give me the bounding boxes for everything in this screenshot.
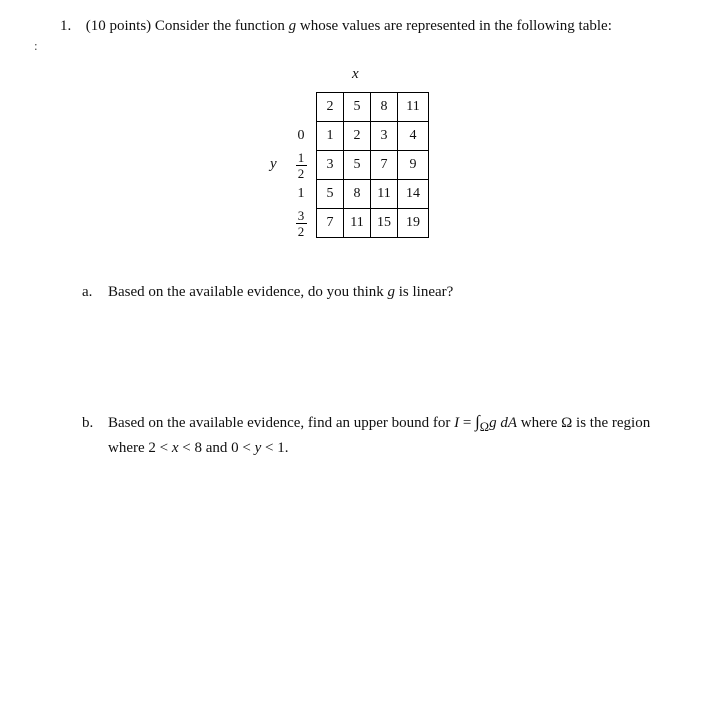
part-a (82, 284, 453, 301)
part-a-label: a. (82, 284, 93, 300)
part-a-function-name: g (387, 284, 395, 300)
integrand: g dA (489, 415, 517, 431)
y-fraction-numerator: 1 (297, 149, 305, 165)
table-row (286, 180, 429, 209)
y-header-cell (286, 209, 317, 238)
question-number: 1. (60, 18, 72, 34)
table-cell: 3 (371, 122, 398, 151)
y-header-cell: 0 (286, 122, 317, 151)
side-marker: : (34, 38, 38, 53)
table-corner (286, 93, 317, 122)
table-cell: 4 (398, 122, 429, 151)
y-header-cell (286, 151, 317, 180)
y-header-cell: 1 (286, 180, 317, 209)
region-where-text: where Ω is the region (517, 415, 651, 431)
table-cell: 11 (344, 209, 371, 238)
integral-sign: ∫ (475, 412, 480, 431)
y-fraction-denominator: 2 (297, 223, 305, 239)
table-cell: 19 (398, 209, 429, 238)
x-header-cell: 11 (398, 93, 429, 122)
question-text-suffix: whose values are represented in the following table: (296, 18, 612, 34)
part-b-line-1 (82, 411, 650, 438)
table-cell: 7 (317, 209, 344, 238)
x-axis-label: x (352, 66, 359, 82)
y-fraction-denominator: 2 (297, 165, 305, 181)
values-table (286, 92, 429, 238)
region-line-mid: < 8 and 0 < (178, 440, 255, 456)
region-x-variable: x (171, 440, 179, 456)
part-a-text-suffix: is linear? (395, 284, 454, 300)
y-fraction-numerator: 3 (297, 207, 305, 223)
part-a-text-prefix: Based on the available evidence, do you think (108, 284, 388, 300)
table-row (286, 151, 429, 180)
table-cell: 1 (317, 122, 344, 151)
part-b (82, 411, 650, 459)
part-b-line-2 (82, 438, 650, 459)
table-cell: 11 (371, 180, 398, 209)
integral-region-subscript: Ω (479, 420, 490, 434)
table-cell: 7 (371, 151, 398, 180)
part-b-label: b. (82, 415, 94, 431)
table-row (286, 209, 429, 238)
region-line-prefix: where 2 < (108, 440, 172, 456)
table-cell: 8 (344, 180, 371, 209)
question-function-name: g (288, 18, 297, 34)
x-header-row (286, 93, 429, 122)
y-fraction (296, 151, 307, 180)
x-header-cell: 2 (317, 93, 344, 122)
question-heading (60, 18, 612, 35)
table-cell: 5 (317, 180, 344, 209)
table-cell: 3 (317, 151, 344, 180)
region-y-variable: y (254, 440, 262, 456)
x-header-cell: 8 (371, 93, 398, 122)
table-cell: 14 (398, 180, 429, 209)
part-b-text-prefix: Based on the available evidence, find an upper bound for (108, 415, 455, 431)
equals-sign: = (459, 415, 476, 431)
table-row (286, 122, 429, 151)
y-axis-label: y (270, 156, 277, 172)
y-fraction (296, 209, 307, 238)
table-cell: 9 (398, 151, 429, 180)
x-header-cell: 5 (344, 93, 371, 122)
table-cell: 5 (344, 151, 371, 180)
region-line-suffix: < 1. (261, 440, 289, 456)
table-cell: 2 (344, 122, 371, 151)
table-cell: 15 (371, 209, 398, 238)
integral-variable: I (454, 415, 460, 431)
question-text-prefix: (10 points) Consider the function (85, 18, 289, 34)
